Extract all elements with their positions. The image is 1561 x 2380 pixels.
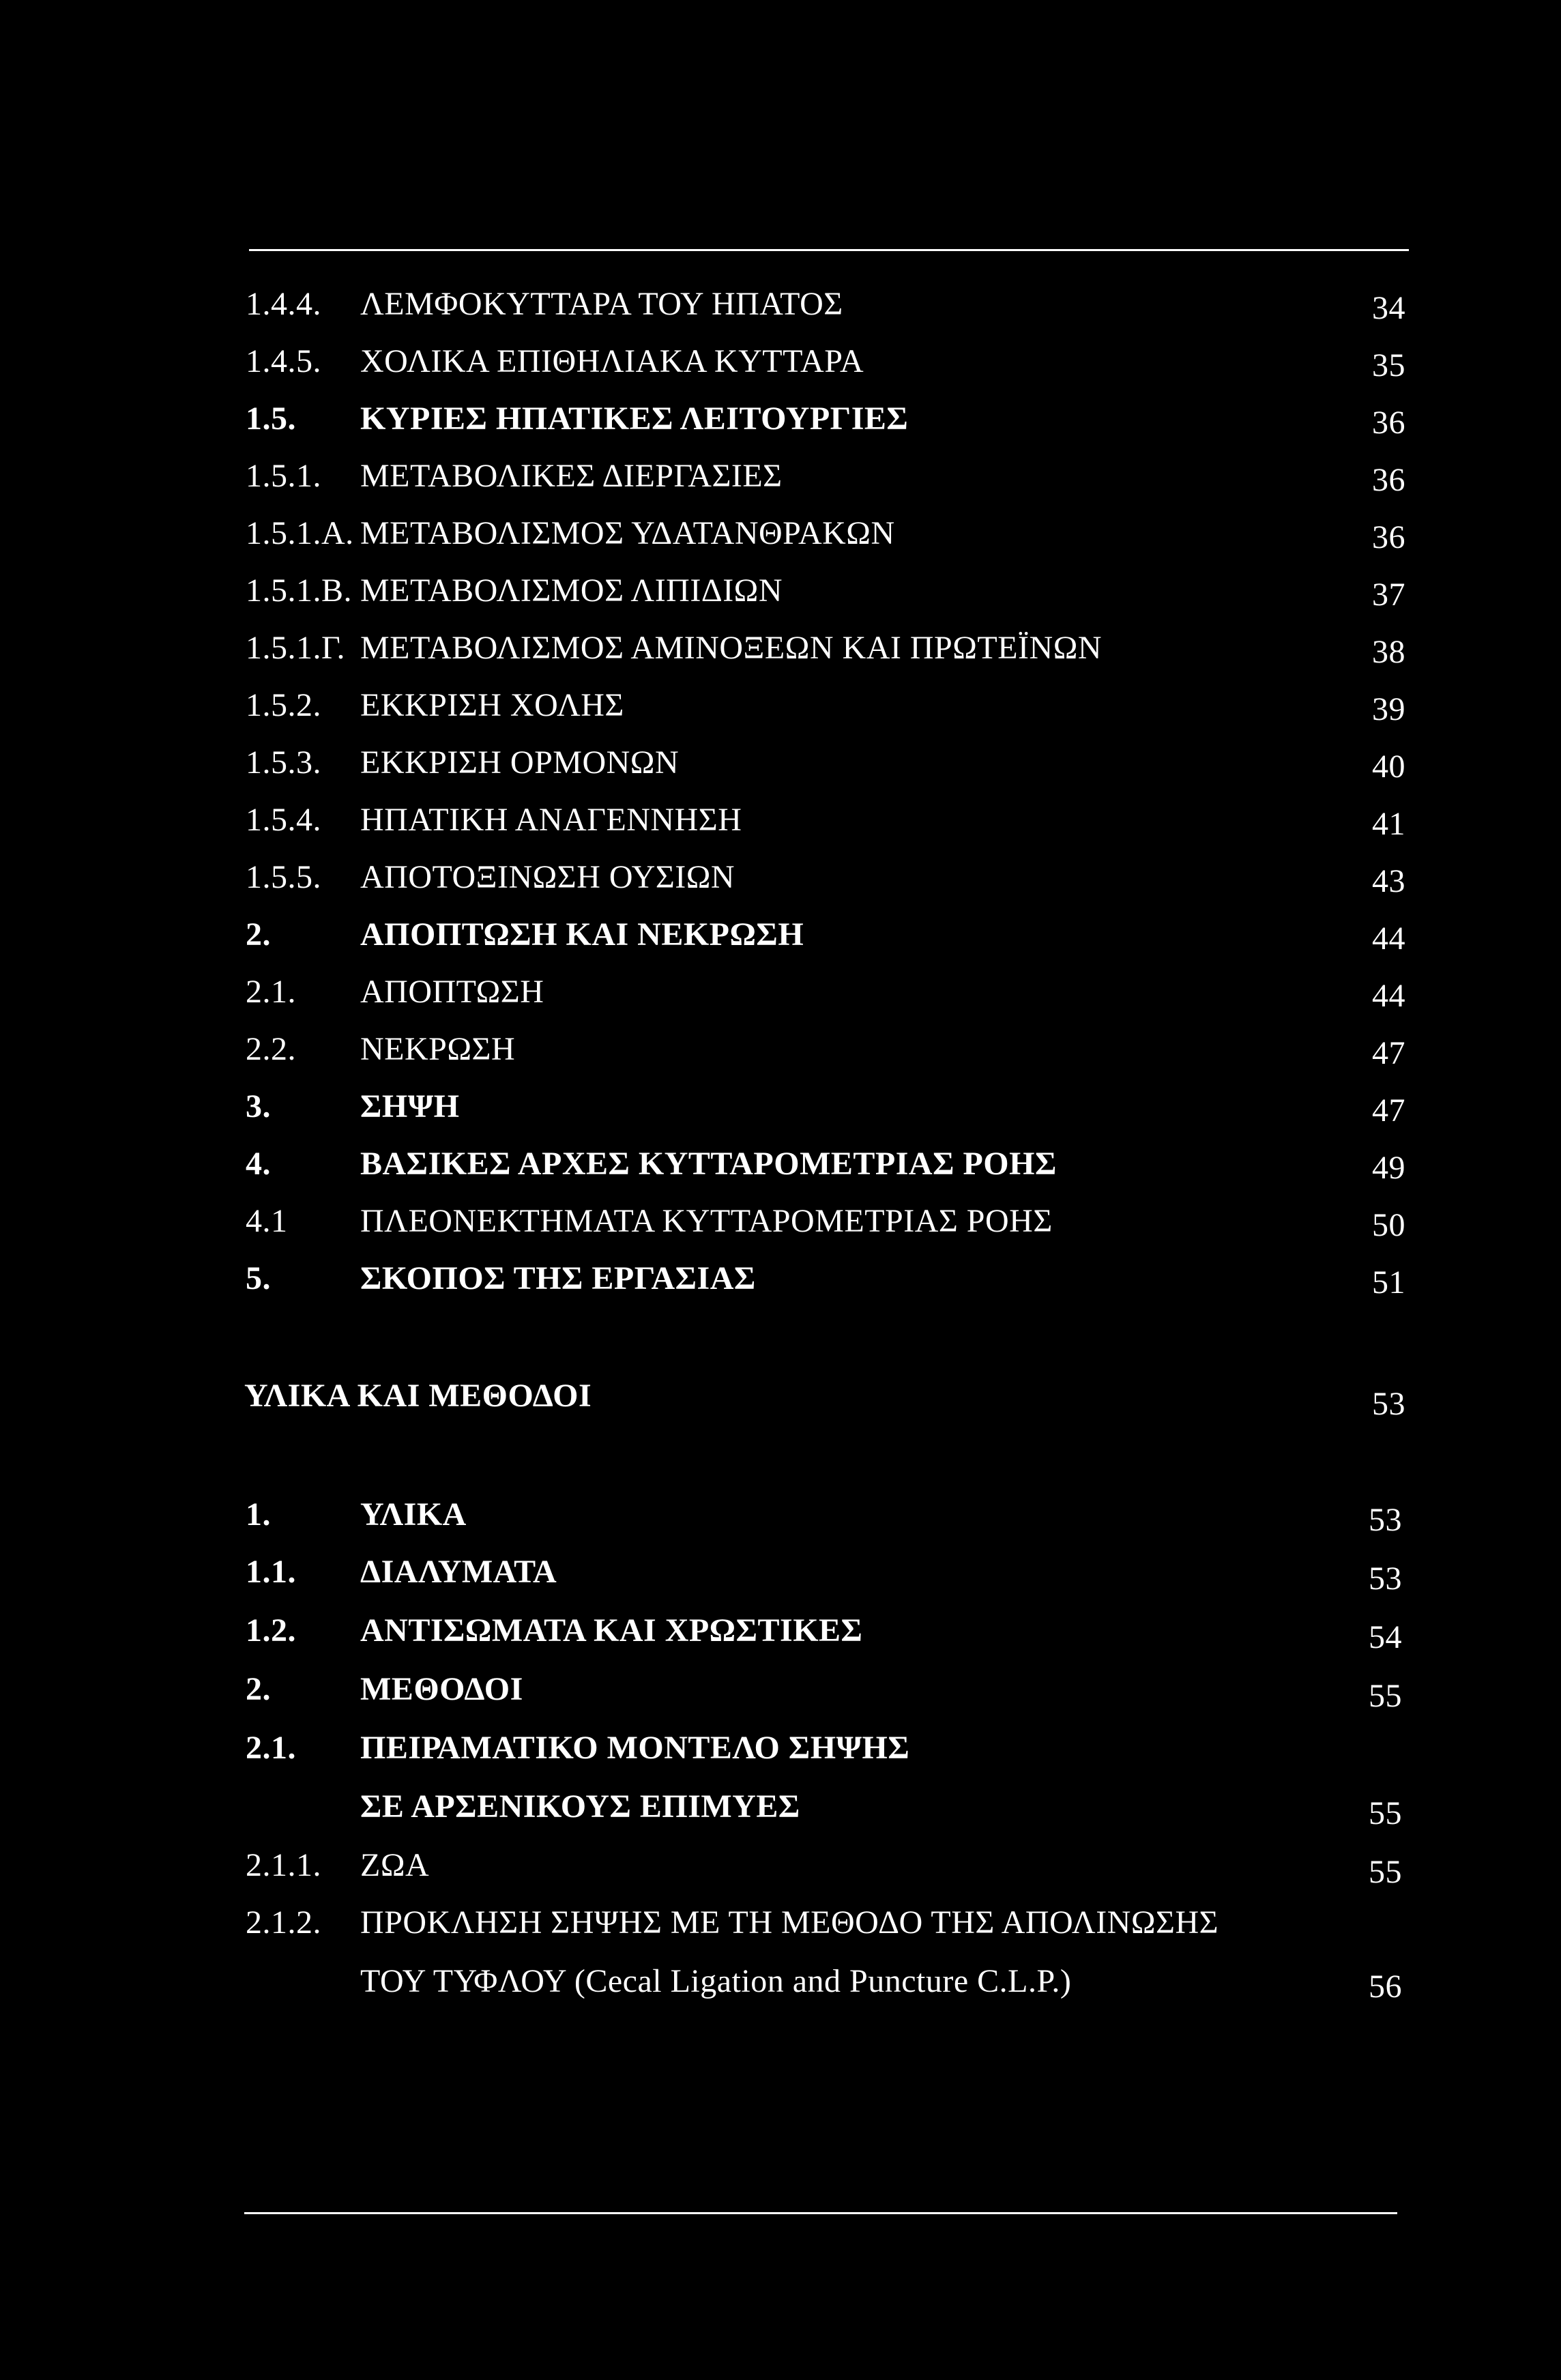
entry-page: 44 <box>1372 920 1405 957</box>
entry-title-continued: ΣΕ ΑΡΣΕΝΙΚΟΥΣ ΕΠΙΜΥΕΣ <box>360 1788 800 1825</box>
entry-number: 1.5.1.Α. <box>246 515 354 551</box>
entry-page: 56 <box>1369 1969 1402 2005</box>
section-title: ΥΛΙΚΑ ΚΑΙ ΜΕΘΟΔΟΙ <box>244 1378 592 1414</box>
entry-number: 2.2. <box>246 1031 296 1067</box>
entry-title: ΝΕΚΡΩΣΗ <box>360 1031 516 1067</box>
entry-title: ΑΠΟΠΤΩΣΗ ΚΑΙ ΝΕΚΡΩΣΗ <box>360 916 804 953</box>
entry-number: 2.1.2. <box>246 1904 321 1941</box>
entry-number: 1.5.3. <box>246 744 321 781</box>
entry-page: 55 <box>1369 1854 1402 1890</box>
entry-number: 1.5.1.Γ. <box>246 630 345 666</box>
entry-number: 1.5.1.Β. <box>246 572 353 609</box>
entry-title: ΕΚΚΡΙΣΗ ΧΟΛΗΣ <box>360 687 624 723</box>
entry-page: 36 <box>1372 519 1405 555</box>
entry-page: 55 <box>1369 1795 1402 1831</box>
entry-number: 1.5.4. <box>246 802 321 838</box>
entry-title: ΠΡΟΚΛΗΣΗ ΣΗΨΗΣ ΜΕ ΤΗ ΜΕΘΟΔΟ ΤΗΣ ΑΠΟΛΙΝΩΣΗΣ <box>360 1904 1219 1941</box>
entry-page: 41 <box>1372 806 1405 842</box>
entry-page: 35 <box>1372 347 1405 383</box>
entry-number: 1.5.5. <box>246 859 321 895</box>
entry-title: ΔΙΑΛΥΜΑΤΑ <box>360 1554 557 1590</box>
entry-title: ΗΠΑΤΙΚΗ ΑΝΑΓΕΝΝΗΣΗ <box>360 802 742 838</box>
entry-title: ΜΕΤΑΒΟΛΙΣΜΟΣ ΛΙΠΙΔΙΩΝ <box>360 572 783 609</box>
entry-number: 1. <box>246 1496 271 1533</box>
entry-number: 1.5.1. <box>246 458 321 494</box>
entry-number: 2.1. <box>246 1730 296 1766</box>
entry-page: 54 <box>1369 1619 1402 1655</box>
entry-title: ΜΕΘΟΔΟΙ <box>360 1671 523 1707</box>
entry-number: 4.1 <box>246 1203 288 1239</box>
entry-number: 2. <box>246 1671 271 1707</box>
entry-title: ΠΛΕΟΝΕΚΤΗΜΑΤΑ ΚΥΤΤΑΡΟΜΕΤΡΙΑΣ ΡΟΗΣ <box>360 1203 1053 1239</box>
entry-page: 55 <box>1369 1678 1402 1714</box>
entry-title: ΛΕΜΦΟΚΥΤΤΑΡΑ ΤΟΥ ΗΠΑΤΟΣ <box>360 286 843 322</box>
entry-title: ΚΥΡΙΕΣ ΗΠΑΤΙΚΕΣ ΛΕΙΤΟΥΡΓΙΕΣ <box>360 401 909 437</box>
entry-number: 2.1.1. <box>246 1847 321 1883</box>
entry-title: ΑΠΟΠΤΩΣΗ <box>360 974 544 1010</box>
entry-title: ΜΕΤΑΒΟΛΙΚΕΣ ΔΙΕΡΓΑΣΙΕΣ <box>360 458 783 494</box>
entry-title: ΣΚΟΠΟΣ ΤΗΣ ΕΡΓΑΣΙΑΣ <box>360 1260 756 1296</box>
entry-title: ΜΕΤΑΒΟΛΙΣΜΟΣ ΥΔΑΤΑΝΘΡΑΚΩΝ <box>360 515 895 551</box>
entry-number: 1.4.4. <box>246 286 321 322</box>
entry-page: 36 <box>1372 405 1405 441</box>
entry-number: 5. <box>246 1260 271 1296</box>
entry-number: 1.5.2. <box>246 687 321 723</box>
entry-title: ΜΕΤΑΒΟΛΙΣΜΟΣ ΑΜΙΝΟΞΕΩΝ ΚΑΙ ΠΡΩΤΕΪΝΩΝ <box>360 630 1103 666</box>
entry-number: 3. <box>246 1088 271 1124</box>
entry-page: 37 <box>1372 577 1405 613</box>
entry-number: 4. <box>246 1146 271 1182</box>
entry-title: ΣΗΨΗ <box>360 1088 460 1124</box>
entry-title: ΑΝΤΙΣΩΜΑΤΑ ΚΑΙ ΧΡΩΣΤΙΚΕΣ <box>360 1612 863 1649</box>
entry-title: ΧΟΛΙΚΑ ΕΠΙΘΗΛΙΑΚΑ ΚΥΤΤΑΡΑ <box>360 343 864 379</box>
entry-page: 47 <box>1372 1092 1405 1129</box>
entry-title: ΖΩΑ <box>360 1847 430 1883</box>
entry-number: 1.2. <box>246 1612 296 1649</box>
entry-page: 36 <box>1372 462 1405 498</box>
entry-number: 2.1. <box>246 974 296 1010</box>
entry-page: 34 <box>1372 290 1405 326</box>
entry-title: ΒΑΣΙΚΕΣ ΑΡΧΕΣ ΚΥΤΤΑΡΟΜΕΤΡΙΑΣ ΡΟΗΣ <box>360 1146 1057 1182</box>
section-page: 53 <box>1372 1386 1405 1422</box>
entry-title: ΠΕΙΡΑΜΑΤΙΚΟ ΜΟΝΤΕΛΟ ΣΗΨΗΣ <box>360 1730 910 1766</box>
entry-page: 53 <box>1369 1561 1402 1597</box>
entry-number: 1.1. <box>246 1554 296 1590</box>
entry-page: 51 <box>1372 1264 1405 1301</box>
entry-title: ΥΛΙΚΑ <box>360 1496 467 1533</box>
entry-title: ΕΚΚΡΙΣΗ ΟΡΜΟΝΩΝ <box>360 744 680 781</box>
entry-title-continued: ΤΟΥ ΤΥΦΛΟΥ (Cecal Ligation and Puncture C.L.P.) <box>360 1963 1072 1999</box>
entry-number: 1.5. <box>246 401 296 437</box>
entry-page: 47 <box>1372 1035 1405 1071</box>
entry-page: 43 <box>1372 863 1405 899</box>
entry-number: 2. <box>246 916 271 953</box>
entry-page: 40 <box>1372 749 1405 785</box>
bottom-rule <box>244 2212 1397 2214</box>
entry-page: 49 <box>1372 1150 1405 1186</box>
entry-page: 38 <box>1372 634 1405 670</box>
entry-number: 1.4.5. <box>246 343 321 379</box>
entry-title: ΑΠΟΤΟΞΙΝΩΣΗ ΟΥΣΙΩΝ <box>360 859 735 895</box>
entry-page: 50 <box>1372 1207 1405 1243</box>
entry-page: 53 <box>1369 1502 1402 1538</box>
entry-page: 39 <box>1372 691 1405 727</box>
entry-page: 44 <box>1372 978 1405 1014</box>
